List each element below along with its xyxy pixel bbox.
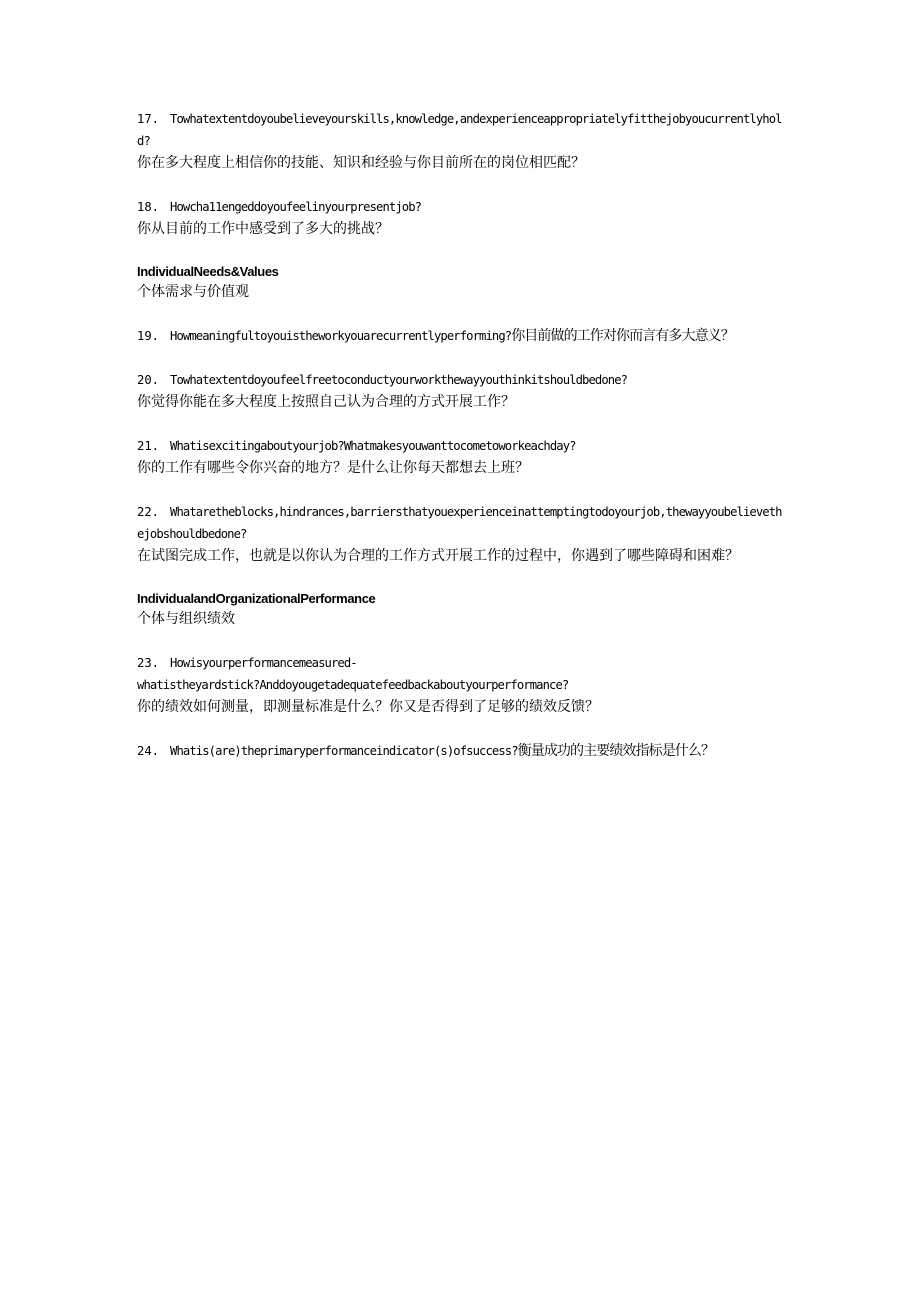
- question-text-en: Howisyourperformancemeasured-: [170, 656, 357, 670]
- question-22-english: [137, 501, 787, 545]
- question-text-cn: 你目前做的工作对你而言有多大意义？: [511, 328, 734, 344]
- question-20-chinese: 你觉得你能在多大程度上按照自己认为合理的方式开展工作？: [137, 394, 515, 410]
- question-number: 23.: [137, 656, 160, 670]
- question-18-english: [137, 196, 787, 218]
- question-text-en: Whatisexcitingaboutyourjob?Whatmakesyouwanttocometoworkeachday?: [170, 439, 576, 453]
- question-24-english: [137, 740, 787, 762]
- question-17: [137, 108, 787, 174]
- question-21: [137, 435, 787, 479]
- question-number: 17.: [137, 112, 160, 126]
- question-18-chinese: 你从目前的工作中感受到了多大的挑战？: [137, 221, 389, 237]
- section-heading-performance: [137, 589, 787, 630]
- question-23-english-line2: whatistheyardstick?Anddoyougetadequatefeedbackaboutyourperformance?: [137, 678, 569, 692]
- question-number: 22.: [137, 505, 160, 519]
- question-number: 20.: [137, 373, 160, 387]
- question-text-en: Howcha11engeddoyoufeelinyourpresentjob?: [170, 200, 422, 214]
- question-21-chinese: 你的工作有哪些令你兴奋的地方？是什么让你每天都想去上班？: [137, 460, 529, 476]
- question-text-en: Towhatextentdoyoufeelfreetoconductyourworkthewayyouthinkitshouldbedone?: [170, 373, 628, 387]
- question-20-english: [137, 369, 787, 391]
- question-22: [137, 501, 787, 567]
- question-23-english-line1: [137, 652, 787, 674]
- question-number: 24.: [137, 744, 160, 758]
- question-19-english: [137, 325, 787, 347]
- question-23: [137, 652, 787, 718]
- question-text-en: Towhatextentdoyoubelieveyourskills,knowledge,andexperienceappropriatelyfitthejobyoucurrentlyhold?: [137, 112, 782, 148]
- question-number: 18.: [137, 200, 160, 214]
- question-17-chinese: 你在多大程度上相信你的技能、知识和经验与你目前所在的岗位相匹配？: [137, 155, 585, 171]
- question-20: [137, 369, 787, 413]
- section-heading-cn: 个体与组织绩效: [137, 611, 235, 627]
- section-heading-needs: [137, 262, 787, 303]
- question-19: [137, 325, 787, 347]
- question-number: 19.: [137, 329, 160, 343]
- question-text-en: Whatis(are)theprimaryperformanceindicator(s)ofsuccess?: [170, 744, 518, 758]
- question-text-en: Whataretheblocks,hindrances,barriersthatyouexperienceinattemptingtodoyourjob,thewayyoubelievethejobshouldbedone?: [137, 505, 782, 541]
- question-18: [137, 196, 787, 240]
- question-text-cn: 衡量成功的主要绩效指标是什么？: [517, 743, 715, 759]
- section-heading-en: IndividualNeeds&Values: [137, 264, 279, 279]
- document-page: [137, 108, 787, 762]
- question-21-english: [137, 435, 787, 457]
- section-heading-cn: 个体需求与价值观: [137, 284, 249, 300]
- question-text-en: Howmeaningfultoyouistheworkyouarecurrentlyperforming?: [170, 329, 512, 343]
- section-heading-en: IndividualandOrganizationalPerformance: [137, 591, 376, 606]
- question-17-english: [137, 108, 787, 152]
- question-number: 21.: [137, 439, 160, 453]
- question-24: [137, 740, 787, 762]
- question-22-chinese: 在试图完成工作，也就是以你认为合理的工作方式开展工作的过程中，你遇到了哪些障碍和困难？: [137, 548, 739, 564]
- question-23-chinese: 你的绩效如何测量，即测量标准是什么？你又是否得到了足够的绩效反馈？: [137, 699, 599, 715]
